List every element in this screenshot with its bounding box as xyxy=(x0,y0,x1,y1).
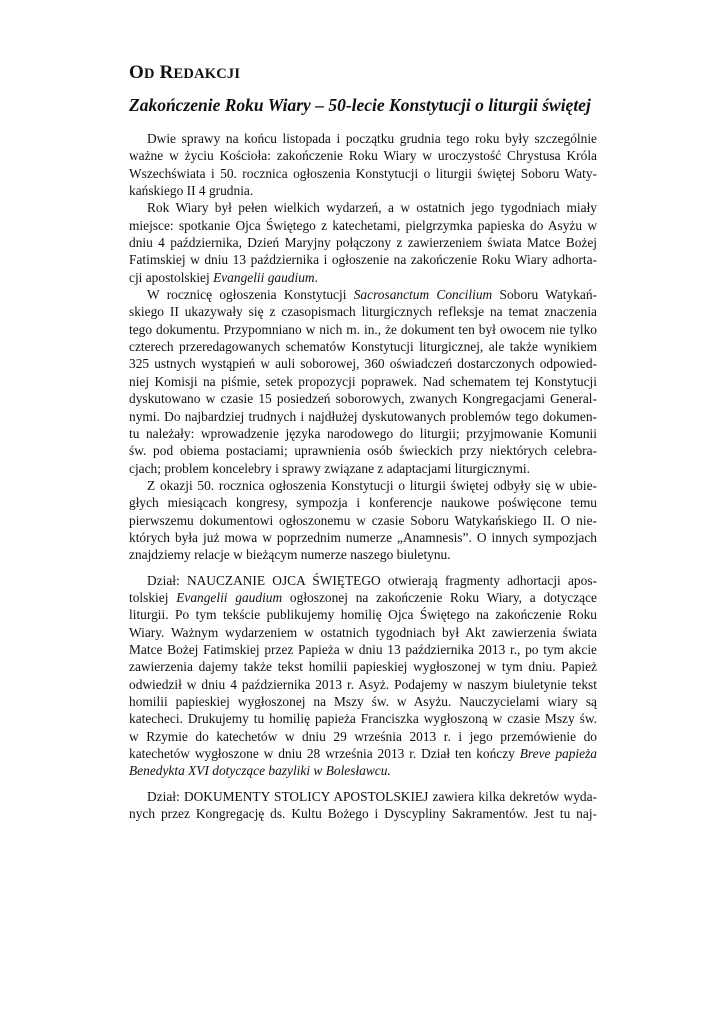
text-line xyxy=(129,589,597,606)
text-run: czterech przeredagowanych schematów Konstytucji liturgicznej, ale także wynikiem xyxy=(129,339,597,355)
text-run: W rocznicę ogłoszenia Konstytucji xyxy=(147,287,354,303)
text-line xyxy=(129,460,597,477)
text-run: 325 ustnych wystąpień w auli soborowej, 360 oświadczeń dostarczonych odpowied- xyxy=(129,356,597,372)
text-run: Dwie sprawy na końcu listopada i początku grudnia tego roku były szczególnie xyxy=(147,131,597,146)
text-line xyxy=(129,355,597,372)
paragraph xyxy=(129,130,597,199)
text-run: Soboru Watykań- xyxy=(492,287,598,303)
text-run: św. pod obiema postaciami; uprawnienia osób świeckich przy niektórych celebra- xyxy=(129,443,597,459)
text-line xyxy=(129,165,597,182)
text-run: kańskiego II 4 grudnia. xyxy=(129,183,254,199)
text-line xyxy=(129,624,597,641)
text-line xyxy=(129,130,597,147)
text-run: odwiedził w dniu 4 października 2013 r. Asyż. Podajemy w naszym biuletynie tekst xyxy=(129,676,597,692)
paragraph xyxy=(129,199,597,286)
text-line xyxy=(129,338,597,355)
section-header xyxy=(129,62,240,84)
text-run: . xyxy=(314,269,318,285)
text-run: Wszechświata i 50. rocznica ogłoszenia Konstytucji o liturgii świętej Soboru Waty- xyxy=(129,165,597,181)
text-line xyxy=(129,477,597,494)
paragraph xyxy=(129,788,597,823)
text-run: tolskiej xyxy=(129,589,177,605)
header-smallcaps: EDAKCJI xyxy=(173,66,241,82)
text-line xyxy=(129,442,597,459)
text-run: Wiary. Ważnym wydarzeniem w ostatnich tygodniach był Akt zawierzenia świata xyxy=(129,624,597,640)
text-line xyxy=(129,641,597,658)
text-line xyxy=(129,321,597,338)
text-run: homilii papieskiej wygłoszonej na Mszy św. w Asyżu. Nauczycielami wiary są xyxy=(129,694,597,709)
text-run: znajdziemy relacje w bieżącym numerze naszego biuletynu. xyxy=(129,547,451,563)
text-run: miejsce: spotkanie Ojca Świętego z katechetami, pielgrzymka papieska do Asyżu w xyxy=(129,217,597,233)
text-line xyxy=(129,512,597,529)
text-line xyxy=(129,217,597,234)
text-line xyxy=(129,269,597,286)
text-line xyxy=(129,745,597,762)
text-line xyxy=(129,494,597,511)
paragraph xyxy=(129,477,597,564)
text-line xyxy=(129,693,597,710)
text-line xyxy=(129,251,597,268)
text-run: Dział: DOKUMENTY STOLICY APOSTOLSKIEJ zawiera kilka dekretów wyda- xyxy=(147,788,597,804)
text-run: cjach; problem koncelebry i sprawy związane z adaptacjami liturgicznymi. xyxy=(129,460,530,476)
text-line xyxy=(129,788,597,805)
text-line xyxy=(129,425,597,442)
text-run: cji apostolskiej xyxy=(129,269,214,285)
header-letter: O xyxy=(129,62,144,83)
text-run: pierwszemu dokumentowi ogłoszonemu w czasie Soboru Watykańskiego II. O nie- xyxy=(129,512,597,528)
text-line xyxy=(129,606,597,623)
text-run: Fatimskiej w dniu 13 października i ogłoszenie na zakończenie Roku Wiary adhorta- xyxy=(129,252,597,268)
italic-run: Sacrosanctum Concilium xyxy=(353,287,493,303)
italic-run: Evangelii gaudium xyxy=(213,269,315,285)
text-run: w Rzymie do katechetów w dniu 29 września 2013 r. i jego przemówienie do xyxy=(129,728,597,744)
text-line xyxy=(129,546,597,563)
text-run: nych przez Kongregację ds. Kultu Bożego i Dyscypliny Sakramentów. Jest tu naj- xyxy=(129,806,597,822)
text-run: zawierzenia dajemy także tekst homilii papieskiej wygłoszonej w tym dniu. Papież xyxy=(129,659,597,675)
text-line xyxy=(129,572,597,589)
text-line xyxy=(129,373,597,390)
text-run: Matce Bożej Fatimskiej przez Papieża w dniu 13 października 2013 r., po tym akcie xyxy=(129,641,597,657)
text-line xyxy=(129,286,597,303)
text-run: których była już mowa w poprzednim numerze „Anamnesis”. O innych sympozjach xyxy=(129,529,597,545)
text-line xyxy=(129,390,597,407)
header-letter: R xyxy=(159,62,174,83)
text-line xyxy=(129,710,597,727)
text-run: katecheci. Drukujemy tu homilię papieża Franciszka wygłoszoną w czasie Mszy św. xyxy=(129,711,597,727)
text-line xyxy=(129,805,597,822)
text-line xyxy=(129,234,597,251)
italic-run: Breve papieża xyxy=(519,746,597,762)
text-line xyxy=(129,658,597,675)
text-line xyxy=(129,728,597,745)
text-run: tego dokumentu. Przypomniano w nich m. in., że dokument ten był owocem nie tylko xyxy=(129,321,597,337)
text-run: tu należały: wprowadzenie języka narodowego do liturgii; przyjmowanie Komunii xyxy=(129,425,597,441)
text-run: głych miesiącach kongresy, sympozja i konferencje naukowe poświęcone temu xyxy=(129,495,597,511)
text-line xyxy=(129,199,597,216)
text-run: dyskutowano w czasie 15 posiedzeń soborowych, zwanych Kongregacjami General- xyxy=(129,391,597,407)
text-line xyxy=(129,303,597,320)
text-run: Z okazji 50. rocznica ogłoszenia Konstytucji o liturgii świętej odbyły się w ubie- xyxy=(147,477,597,493)
text-line xyxy=(129,147,597,164)
text-run: liturgii. Po tym tekście publikujemy homilię Ojca Świętego na zakończenie Roku xyxy=(129,607,597,623)
text-run: dniu 4 października, Dzień Maryjny połączony z zawierzeniem świata Matce Bożej xyxy=(129,235,597,251)
text-line xyxy=(129,762,597,779)
article-title: Zakończenie Roku Wiary – 50-lecie Konstytucji o liturgii świętej xyxy=(129,95,591,115)
italic-run: Benedykta XVI dotyczące bazyliki w Bolesławcu. xyxy=(129,763,391,779)
text-run: Rok Wiary był pełen wielkich wydarzeń, a w ostatnich jego tygodniach miały xyxy=(147,200,597,216)
text-run: skiego II ukazywały się z czasopismach liturgicznych refleksje na temat znaczenia xyxy=(129,304,597,320)
article-body xyxy=(129,130,597,822)
text-run: Dział: NAUCZANIE OJCA ŚWIĘTEGO otwierają fragmenty adhortacji apos- xyxy=(147,572,597,588)
text-line xyxy=(129,529,597,546)
text-run: katechetów wygłoszone w dniu 28 września 2013 r. Dział ten kończy xyxy=(129,746,520,762)
text-line xyxy=(129,408,597,425)
text-run: niej Komisji na piśmie, setek propozycji poprawek. Nad schematem tej Konstytucji xyxy=(129,373,597,389)
text-line xyxy=(129,182,597,199)
paragraph xyxy=(129,286,597,477)
text-line xyxy=(129,676,597,693)
paragraph xyxy=(129,572,597,780)
text-run: ogłoszonej na zakończenie Roku Wiary, a dotyczące xyxy=(282,589,597,605)
italic-run: Evangelii gaudium xyxy=(176,589,283,605)
text-run: nymi. Do najbardziej trudnych i najdłużej dyskutowanych problemów tego dokumen- xyxy=(129,408,597,424)
text-run: ważne w życiu Kościoła: zakończenie Roku Wiary w uroczystość Chrystusa Króla xyxy=(129,148,597,164)
header-smallcaps: D xyxy=(143,66,155,82)
